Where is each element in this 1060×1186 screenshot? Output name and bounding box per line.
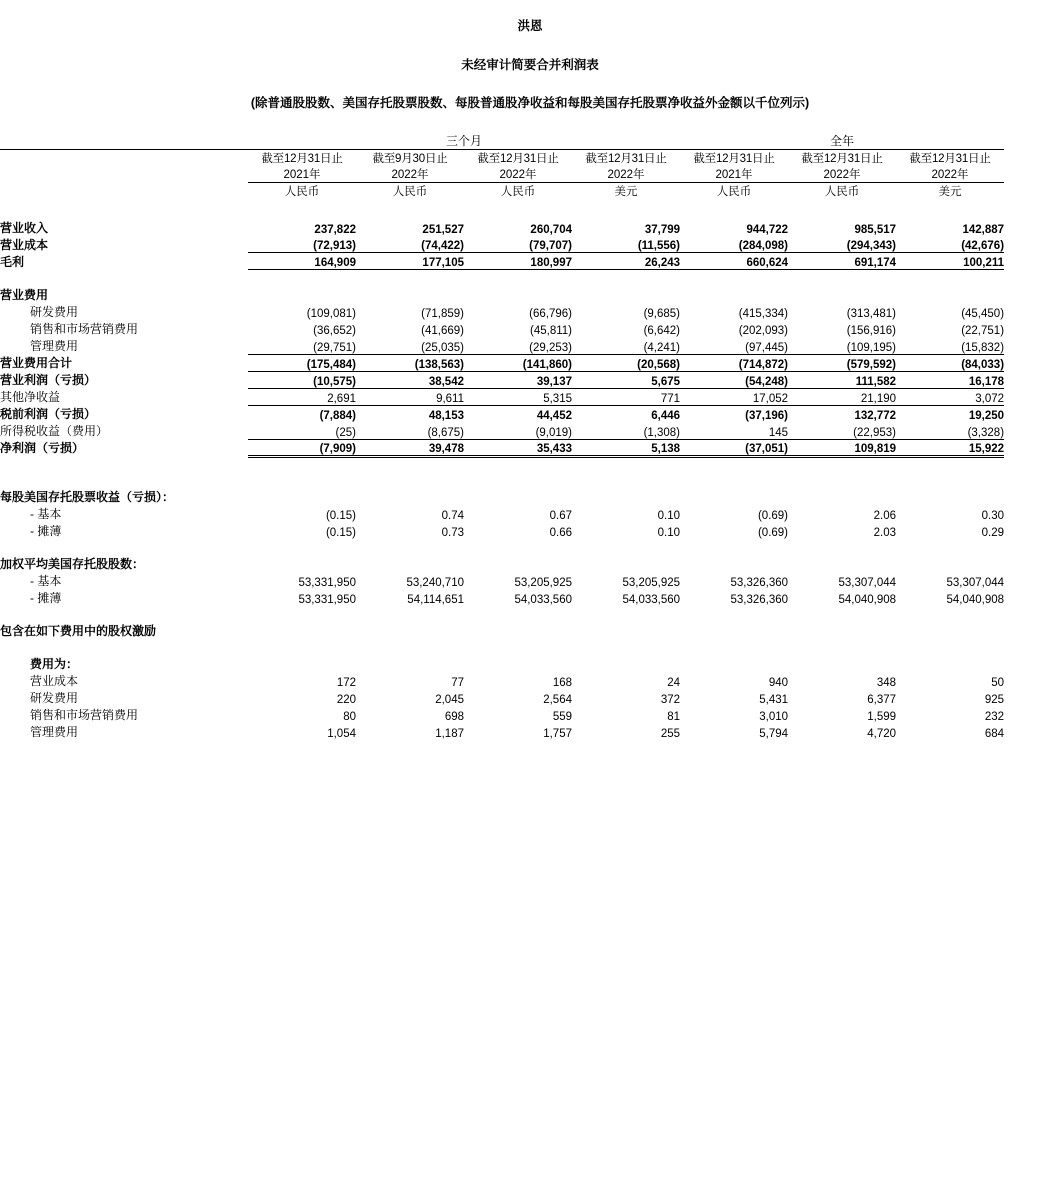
table-row [0,672,1004,689]
row-value: 944,722 [746,223,789,236]
row-value: 0.10 [657,526,681,539]
spacer-cell [0,456,1004,472]
row-value: (97,445) [680,337,788,354]
units-note: (除普通股股数、美国存托股票股数、每股普通股净收益和每股美国存托股票净收益外金额以千位列示) [250,96,810,110]
row-value: 142,887 [962,223,1005,236]
spacer-cell [0,270,1004,287]
spacer-cell [0,539,1004,555]
year-label-col-3: 2022年 [464,166,572,183]
currency-label-col-2: 人民币 [392,185,428,198]
row-value: 39,478 [356,439,464,456]
row-value: (66,796) [529,308,572,320]
row-value: 660,624 [680,253,788,270]
spacer-row [0,539,1004,555]
row-value: 5,138 [572,439,680,456]
row-value [572,622,680,639]
table-row [0,505,1004,522]
row-value: (415,334) [738,308,789,320]
row-value: 925 [984,693,1005,706]
row-label: - 摊薄 [30,590,62,605]
row-label: - 基本 [30,573,62,588]
year-label-col-1: 2021年 [248,166,356,183]
row-value: 109,819 [788,439,896,456]
row-label: - 基本 [30,506,62,521]
row-label: 加权平均美国存托股股数： [0,556,145,571]
row-value: (41,669) [421,325,464,337]
row-value [788,622,896,639]
period-label-col-1: 截至12月31日止 [261,152,343,165]
row-label: 包含在如下费用中的股权激励 [0,623,157,638]
row-value: 15,922 [896,439,1004,456]
row-value [356,488,464,505]
row-label: 销售和市场营销费用 [30,322,139,336]
row-value: 54,033,560 [514,593,572,606]
row-label: 净利润（亏损） [0,441,85,455]
row-value: (8,675) [356,422,464,439]
row-value: 100,211 [896,253,1004,270]
row-value: (29,751) [248,337,356,354]
group-header-spacer [0,132,248,149]
row-label: 营业费用 [0,288,49,302]
row-label: 每股美国存托股票收益（亏损）： [0,489,175,504]
year-label-col-2: 2022年 [356,166,464,183]
row-value: (45,811) [530,325,572,337]
year-label-col-5: 2021年 [680,166,788,183]
row-value: 3,010 [759,710,789,723]
document-titles [0,0,1060,110]
table-row [0,253,1004,270]
row-value: 53,326,360 [730,593,789,606]
row-value: 255 [660,727,681,740]
row-value [356,655,464,672]
row-value [896,655,1004,672]
spacer-cell [0,472,1004,488]
row-value [680,488,788,505]
row-label: 研发费用 [30,305,79,319]
row-value: (0.15) [325,509,356,522]
table-row [0,388,1004,405]
row-value [788,555,896,572]
spacer-row [0,270,1004,287]
table-row [0,354,1004,371]
row-value: (0.69) [757,509,789,522]
row-value [680,655,788,672]
row-value [896,622,1004,639]
row-value [356,286,464,303]
spacer-row [0,472,1004,488]
table-row [0,723,1004,740]
row-value: 53,326,360 [730,576,789,589]
row-value: 251,527 [422,223,464,236]
row-value [464,488,572,505]
row-label: 研发费用 [30,690,79,705]
row-label: 管理费用 [30,724,79,739]
currency-label-col-6: 人民币 [824,185,860,198]
row-value: (0.69) [757,526,789,539]
table-row [0,689,1004,706]
row-value: (45,450) [961,308,1005,320]
row-value: (42,676) [896,236,1004,253]
row-label: 销售和市场营销费用 [30,707,139,722]
row-value: (202,093) [738,325,789,337]
table-row [0,219,1004,236]
row-value: 48,153 [428,410,464,422]
row-value: 21,190 [788,388,896,405]
year-label-col-6: 2022年 [788,166,896,183]
year-label-row [0,166,1004,183]
row-value: 260,704 [530,223,572,236]
currency-label-col-3: 人民币 [500,185,536,198]
row-value: (11,556) [572,236,680,253]
row-value: 1,187 [435,727,464,740]
row-value: 5,431 [759,693,789,706]
row-value: 145 [680,422,788,439]
row-value: 19,250 [968,410,1005,422]
row-value [248,555,356,572]
row-value: 50 [991,676,1005,689]
row-value: 172 [336,676,356,689]
row-value: 17,052 [680,388,788,405]
row-label: 其他净收益 [0,390,61,404]
period-label-col-4: 截至12月31日止 [585,152,667,165]
row-value [464,555,572,572]
row-value [464,286,572,303]
row-value: 237,822 [314,223,356,236]
period-label-row [0,149,1004,166]
row-value: 5,315 [464,388,572,405]
row-value: 180,997 [464,253,572,270]
row-value: (9,685) [643,308,681,320]
table-row [0,522,1004,539]
row-value: (6,642) [643,325,681,337]
row-label: 税前利润（亏损） [0,407,97,421]
row-value: 691,174 [788,253,896,270]
row-label: 毛利 [0,254,25,269]
row-value [896,555,1004,572]
row-value: 5,794 [759,727,789,740]
row-value: (313,481) [846,308,897,320]
row-value: 164,909 [248,253,356,270]
row-value: 232 [984,710,1005,723]
row-value: 2.03 [873,526,897,539]
row-value: (7,884) [319,410,356,422]
row-value: 0.66 [549,526,572,539]
row-value: 177,105 [356,253,464,270]
row-value: 0.30 [981,509,1005,522]
row-value: 53,205,925 [514,576,572,589]
row-value: 53,307,044 [946,576,1005,589]
spacer-row [0,456,1004,472]
row-value: (138,563) [356,354,464,371]
row-value: 39,137 [464,371,572,388]
row-value: 4,720 [867,727,897,740]
row-value: 53,307,044 [838,576,897,589]
row-label: 营业成本 [30,673,79,688]
currency-label-col-5: 人民币 [716,185,752,198]
row-value: (284,098) [680,236,788,253]
income-statement-table [0,132,1004,740]
row-value: 37,799 [644,223,681,236]
row-value: (25) [248,422,356,439]
row-value [356,555,464,572]
table-row [0,286,1004,303]
row-value: (156,916) [846,325,897,337]
table-row [0,320,1004,337]
row-value: 54,040,908 [838,593,897,606]
row-value [680,286,788,303]
row-value: (22,751) [961,325,1005,337]
spacer-row [0,639,1004,655]
row-value [680,622,788,639]
table-row [0,405,1004,422]
row-value: 111,582 [788,371,896,388]
spacer-row [0,199,1004,219]
row-value: (20,568) [572,354,680,371]
period-label-col-7: 截至12月31日止 [909,152,991,165]
table-row [0,572,1004,589]
period-label-col-6: 截至12月31日止 [801,152,883,165]
year-label-spacer [0,166,248,183]
row-value: 940 [768,676,789,689]
row-value: 16,178 [896,371,1004,388]
row-value: (4,241) [572,337,680,354]
table-header [0,132,1004,199]
row-label: 营业收入 [0,220,49,235]
row-value: (141,860) [464,354,572,371]
spacer-cell [0,639,1004,655]
row-value: (79,707) [464,236,572,253]
row-value: (37,196) [745,410,789,422]
table-row [0,337,1004,354]
table-row [0,589,1004,606]
row-value: 0.10 [657,509,681,522]
row-value [464,655,572,672]
row-value [572,488,680,505]
row-value: 0.29 [981,526,1005,539]
spacer-row [0,606,1004,622]
row-value: 3,072 [896,388,1004,405]
row-value: (294,343) [788,236,896,253]
table-row [0,555,1004,572]
company-name: 洪恩 [517,19,543,33]
row-value: 53,240,710 [406,576,464,589]
row-value: (7,909) [248,439,356,456]
row-value: 1,599 [867,710,897,723]
group-header-three-months: 三个月 [446,133,483,148]
row-value: (0.15) [325,526,356,539]
row-value: (36,652) [313,325,356,337]
currency-label-spacer [0,182,248,199]
row-value [896,286,1004,303]
row-label: 营业费用合计 [0,356,73,370]
row-value [356,622,464,639]
row-value: 698 [444,710,464,723]
table-row [0,422,1004,439]
row-value: 6,377 [867,693,897,706]
group-header-full-year: 全年 [830,133,855,148]
row-value: 54,040,908 [946,593,1005,606]
row-value [788,488,896,505]
row-value [680,555,788,572]
row-value: (109,195) [788,337,896,354]
row-value: 5,675 [572,371,680,388]
row-value: (37,051) [680,439,788,456]
row-value: 38,542 [356,371,464,388]
currency-label-col-7: 美元 [938,185,962,198]
row-value [248,286,356,303]
row-value: (15,832) [896,337,1004,354]
currency-label-col-4: 美元 [614,185,638,198]
spacer-cell [0,606,1004,622]
currency-label-row [0,182,1004,199]
row-value: 80 [343,710,356,723]
row-value: 985,517 [854,223,897,236]
row-value: 44,452 [536,410,572,422]
row-value: 77 [451,676,464,689]
row-value: 53,205,925 [622,576,681,589]
row-value: (74,422) [356,236,464,253]
spacer-cell [0,199,1004,219]
row-value: (579,592) [788,354,896,371]
row-value [788,286,896,303]
row-label: - 摊薄 [30,523,62,538]
row-value: (714,872) [680,354,788,371]
row-value: (72,913) [248,236,356,253]
row-value: 53,331,950 [298,593,356,606]
row-value [248,655,356,672]
row-value: (175,484) [248,354,356,371]
row-value: 53,331,950 [298,576,356,589]
row-value: (84,033) [896,354,1004,371]
row-value [248,622,356,639]
row-value: (29,253) [464,337,572,354]
row-value [572,286,680,303]
row-label: 管理费用 [30,339,79,353]
table-row [0,303,1004,320]
row-value: (22,953) [788,422,896,439]
row-value: 220 [336,693,356,706]
row-value: 2,045 [435,693,464,706]
row-value: 1,054 [327,727,356,740]
period-label-col-5: 截至12月31日止 [693,152,775,165]
table-row [0,706,1004,723]
row-value: 26,243 [572,253,680,270]
row-value: 559 [552,710,572,723]
table-row [0,655,1004,672]
table-row [0,622,1004,639]
table-row [0,488,1004,505]
row-value: 132,772 [854,410,897,422]
row-value: (3,328) [896,422,1004,439]
row-value [248,488,356,505]
row-value: 35,433 [464,439,572,456]
row-value: 2,564 [543,693,572,706]
table-row [0,439,1004,456]
row-value: (54,248) [680,371,788,388]
period-label-col-3: 截至12月31日止 [477,152,559,165]
row-value: 6,446 [651,410,681,422]
row-value: 81 [667,710,681,723]
group-header-row [0,132,1004,149]
statement-title: 未经审计简要合并利润表 [461,57,599,72]
row-value: 2.06 [873,509,897,522]
row-value: 168 [552,676,572,689]
row-value: 9,611 [356,388,464,405]
row-value: 771 [572,388,680,405]
row-value: (71,859) [421,308,464,320]
row-value: 2,691 [248,388,356,405]
row-value: 372 [660,693,681,706]
row-value: (9,019) [464,422,572,439]
row-value [896,488,1004,505]
table-row [0,236,1004,253]
row-value: 1,757 [543,727,572,740]
row-value: 0.73 [441,526,464,539]
row-value [788,655,896,672]
year-label-col-7: 2022年 [896,166,1004,183]
row-label: 营业利润（亏损） [0,373,97,387]
row-value: 684 [984,727,1005,740]
row-value: 24 [667,676,681,689]
period-label-col-2: 截至9月30日止 [372,152,448,165]
row-value: 348 [876,676,897,689]
currency-label-col-1: 人民币 [284,185,320,198]
year-label-col-4: 2022年 [572,166,680,183]
row-value: (1,308) [572,422,680,439]
table-row [0,371,1004,388]
row-value: (10,575) [248,371,356,388]
row-value: 0.67 [549,509,572,522]
row-value [572,655,680,672]
row-value: 0.74 [441,509,464,522]
row-value: (109,081) [306,308,356,320]
row-value: (25,035) [356,337,464,354]
row-label: 所得税收益（费用） [0,424,109,438]
table-body [0,199,1004,740]
row-value [572,555,680,572]
row-value: 54,114,651 [407,593,464,606]
row-label: 费用为： [30,656,79,671]
period-label-spacer [0,149,248,166]
row-value [464,622,572,639]
row-value: 54,033,560 [622,593,681,606]
row-label: 营业成本 [0,237,49,252]
